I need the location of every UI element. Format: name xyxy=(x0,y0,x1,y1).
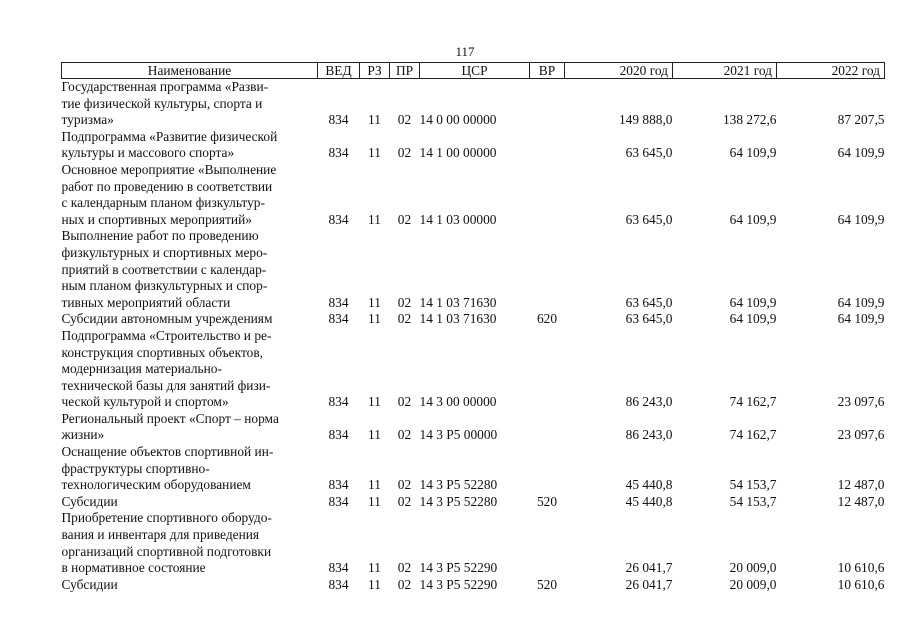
item-name-line: организаций спортивной подготовки xyxy=(61,543,272,559)
item-name-cell xyxy=(62,311,318,328)
col-header-csr: ЦСР xyxy=(420,63,530,79)
rz-cell: 11 xyxy=(368,493,381,509)
amount-2021-cell: 54 153,7 xyxy=(729,493,777,509)
item-name-cell xyxy=(62,328,318,411)
ved-cell: 834 xyxy=(328,311,349,327)
ved-cell: 834 xyxy=(328,477,349,493)
rz-cell: 11 xyxy=(368,576,381,592)
col-header-ved: ВЕД xyxy=(318,63,360,79)
amount-2020-cell: 63 645,0 xyxy=(625,294,673,310)
csr-cell: 14 1 03 71630 xyxy=(419,294,497,310)
item-name-cell xyxy=(62,79,318,129)
table-row xyxy=(62,79,885,129)
table-row xyxy=(62,494,885,511)
amount-2020-cell: 45 440,8 xyxy=(625,493,673,509)
item-name-line: Оснащение объектов спортивной ин- xyxy=(61,444,274,460)
col-header-2022: 2022 год xyxy=(777,63,885,79)
amount-2021-cell: 138 272,6 xyxy=(722,112,777,128)
item-name-line: Подпрограмма «Развитие физической xyxy=(61,128,278,144)
amount-2021-cell: 54 153,7 xyxy=(729,477,777,493)
csr-cell: 14 1 03 71630 xyxy=(419,311,497,327)
pr-cell: 02 xyxy=(397,145,412,161)
item-name-line: вания и инвентаря для приведения xyxy=(61,527,260,543)
pr-cell: 02 xyxy=(397,311,412,327)
col-header-2021: 2021 год xyxy=(673,63,777,79)
item-name-line: ных и спортивных мероприятий» xyxy=(61,211,252,227)
amount-2022-cell: 64 109,9 xyxy=(837,145,885,161)
item-name-line: Региональный проект «Спорт – норма xyxy=(61,410,279,426)
table-body xyxy=(62,79,885,594)
pr-cell: 02 xyxy=(397,211,412,227)
amount-2021-cell: 64 109,9 xyxy=(729,145,777,161)
amount-2021-cell: 64 109,9 xyxy=(729,311,777,327)
amount-2021-cell: 74 162,7 xyxy=(729,427,777,443)
item-name-line: Субсидии автономным учреждениям xyxy=(61,311,273,327)
item-name-line: Приобретение спортивного оборудо- xyxy=(61,510,272,526)
item-name-line: Подпрограмма «Строительство и ре- xyxy=(61,327,272,343)
pr-cell: 02 xyxy=(397,427,412,443)
item-name-line: Основное мероприятие «Выполнение xyxy=(61,161,277,177)
amount-2020-cell: 86 243,0 xyxy=(625,427,673,443)
vr-cell xyxy=(530,328,565,411)
rz-cell: 11 xyxy=(368,294,381,310)
vr-cell: 520 xyxy=(536,576,558,592)
table-row xyxy=(62,129,885,162)
ved-cell: 834 xyxy=(328,576,349,592)
table-row xyxy=(62,328,885,411)
col-header-name: Наименование xyxy=(62,63,318,79)
vr-cell xyxy=(530,444,565,494)
csr-cell: 14 1 00 00000 xyxy=(419,145,497,161)
item-name-line: технологическим оборудованием xyxy=(61,477,251,493)
pr-cell: 02 xyxy=(397,477,412,493)
amount-2022-cell: 12 487,0 xyxy=(837,493,885,509)
amount-2020-cell: 26 041,7 xyxy=(625,560,673,576)
item-name-line: тивных мероприятий области xyxy=(61,294,231,310)
item-name-line: с календарным планом физкультур- xyxy=(61,195,265,211)
vr-cell: 520 xyxy=(536,493,558,509)
item-name-cell xyxy=(62,494,318,511)
amount-2022-cell: 87 207,5 xyxy=(837,112,885,128)
amount-2020-cell: 63 645,0 xyxy=(625,211,673,227)
table-row xyxy=(62,444,885,494)
amount-2021-cell: 64 109,9 xyxy=(729,211,777,227)
rz-cell: 11 xyxy=(368,145,381,161)
ved-cell: 834 xyxy=(328,493,349,509)
csr-cell: 14 3 P5 52290 xyxy=(419,560,498,576)
ved-cell: 834 xyxy=(328,560,349,576)
amount-2022-cell: 64 109,9 xyxy=(837,211,885,227)
item-name-line: Субсидии xyxy=(61,576,118,592)
page-number: 117 xyxy=(455,44,475,59)
item-name-line: Субсидии xyxy=(61,493,118,509)
table-row xyxy=(62,577,885,594)
item-name-line: культуры и массового спорта» xyxy=(61,145,235,161)
item-name-line: фраструктуры спортивно- xyxy=(61,460,210,476)
amount-2022-cell: 10 610,6 xyxy=(837,560,885,576)
col-header-pr: ПР xyxy=(390,63,420,79)
amount-2021-cell: 20 009,0 xyxy=(729,560,777,576)
item-name-line: ческой культурой и спортом» xyxy=(61,394,229,410)
item-name-line: модернизация материально- xyxy=(61,361,222,377)
amount-2020-cell: 26 041,7 xyxy=(625,576,673,592)
rz-cell: 11 xyxy=(368,427,381,443)
amount-2022-cell: 10 610,6 xyxy=(837,576,885,592)
rz-cell: 11 xyxy=(368,112,381,128)
item-name-cell xyxy=(62,411,318,444)
item-name-cell xyxy=(62,228,318,311)
amount-2022-cell: 64 109,9 xyxy=(837,294,885,310)
pr-cell: 02 xyxy=(397,294,412,310)
item-name-line: тие физической культуры, спорта и xyxy=(61,95,263,111)
amount-2021-cell: 64 109,9 xyxy=(729,294,777,310)
vr-cell xyxy=(530,411,565,444)
ved-cell: 834 xyxy=(328,145,349,161)
ved-cell: 834 xyxy=(328,211,349,227)
vr-cell xyxy=(530,129,565,162)
col-header-vr: ВР xyxy=(530,63,565,79)
item-name-line: конструкция спортивных объектов, xyxy=(61,344,263,360)
amount-2020-cell: 63 645,0 xyxy=(625,311,673,327)
amount-2022-cell: 64 109,9 xyxy=(837,311,885,327)
pr-cell: 02 xyxy=(397,576,412,592)
col-header-2020: 2020 год xyxy=(565,63,673,79)
budget-table xyxy=(61,62,885,593)
csr-cell: 14 3 P5 52280 xyxy=(419,477,498,493)
amount-2021-cell: 20 009,0 xyxy=(729,576,777,592)
pr-cell: 02 xyxy=(397,112,412,128)
item-name-line: ным планом физкультурных и спор- xyxy=(61,278,268,294)
table-row xyxy=(62,162,885,228)
csr-cell: 14 3 P5 52290 xyxy=(419,576,498,592)
item-name-line: физкультурных и спортивных меро- xyxy=(61,244,268,260)
item-name-line: в нормативное состояние xyxy=(61,560,206,576)
item-name-cell xyxy=(62,444,318,494)
item-name-line: приятий в соответствии с календар- xyxy=(61,261,267,277)
amount-2020-cell: 149 888,0 xyxy=(618,112,673,128)
vr-cell: 620 xyxy=(536,311,558,327)
amount-2022-cell: 23 097,6 xyxy=(837,427,885,443)
amount-2020-cell: 45 440,8 xyxy=(625,477,673,493)
item-name-cell xyxy=(62,577,318,594)
ved-cell: 834 xyxy=(328,294,349,310)
rz-cell: 11 xyxy=(368,394,381,410)
pr-cell: 02 xyxy=(397,560,412,576)
rz-cell: 11 xyxy=(368,211,381,227)
rz-cell: 11 xyxy=(368,477,381,493)
table-row xyxy=(62,228,885,311)
vr-cell xyxy=(530,228,565,311)
csr-cell: 14 3 P5 52280 xyxy=(419,493,498,509)
amount-2022-cell: 23 097,6 xyxy=(837,394,885,410)
item-name-line: Государственная программа «Разви- xyxy=(61,79,269,94)
csr-cell: 14 3 00 00000 xyxy=(419,394,497,410)
pr-cell: 02 xyxy=(397,394,412,410)
csr-cell: 14 3 P5 00000 xyxy=(419,427,498,443)
item-name-cell xyxy=(62,510,318,576)
table-row xyxy=(62,311,885,328)
vr-cell xyxy=(530,79,565,129)
header-row xyxy=(62,63,885,79)
col-header-rz: РЗ xyxy=(360,63,390,79)
item-name-line: работ по проведению в соответствии xyxy=(61,178,273,194)
amount-2022-cell: 12 487,0 xyxy=(837,477,885,493)
item-name-cell xyxy=(62,162,318,228)
amount-2020-cell: 86 243,0 xyxy=(625,394,673,410)
rz-cell: 11 xyxy=(368,311,381,327)
item-name-line: туризма» xyxy=(61,112,114,128)
amount-2020-cell: 63 645,0 xyxy=(625,145,673,161)
item-name-cell xyxy=(62,129,318,162)
amount-2021-cell: 74 162,7 xyxy=(729,394,777,410)
item-name-line: Выполнение работ по проведению xyxy=(61,228,259,244)
csr-cell: 14 1 03 00000 xyxy=(419,211,497,227)
pr-cell: 02 xyxy=(397,493,412,509)
ved-cell: 834 xyxy=(328,427,349,443)
ved-cell: 834 xyxy=(328,112,349,128)
item-name-line: технической базы для занятий физи- xyxy=(61,377,271,393)
item-name-line: жизни» xyxy=(61,427,105,443)
vr-cell xyxy=(530,162,565,228)
csr-cell: 14 0 00 00000 xyxy=(419,112,497,128)
table-row xyxy=(62,510,885,576)
rz-cell: 11 xyxy=(368,560,381,576)
ved-cell: 834 xyxy=(328,394,349,410)
table-row xyxy=(62,411,885,444)
vr-cell xyxy=(530,510,565,576)
